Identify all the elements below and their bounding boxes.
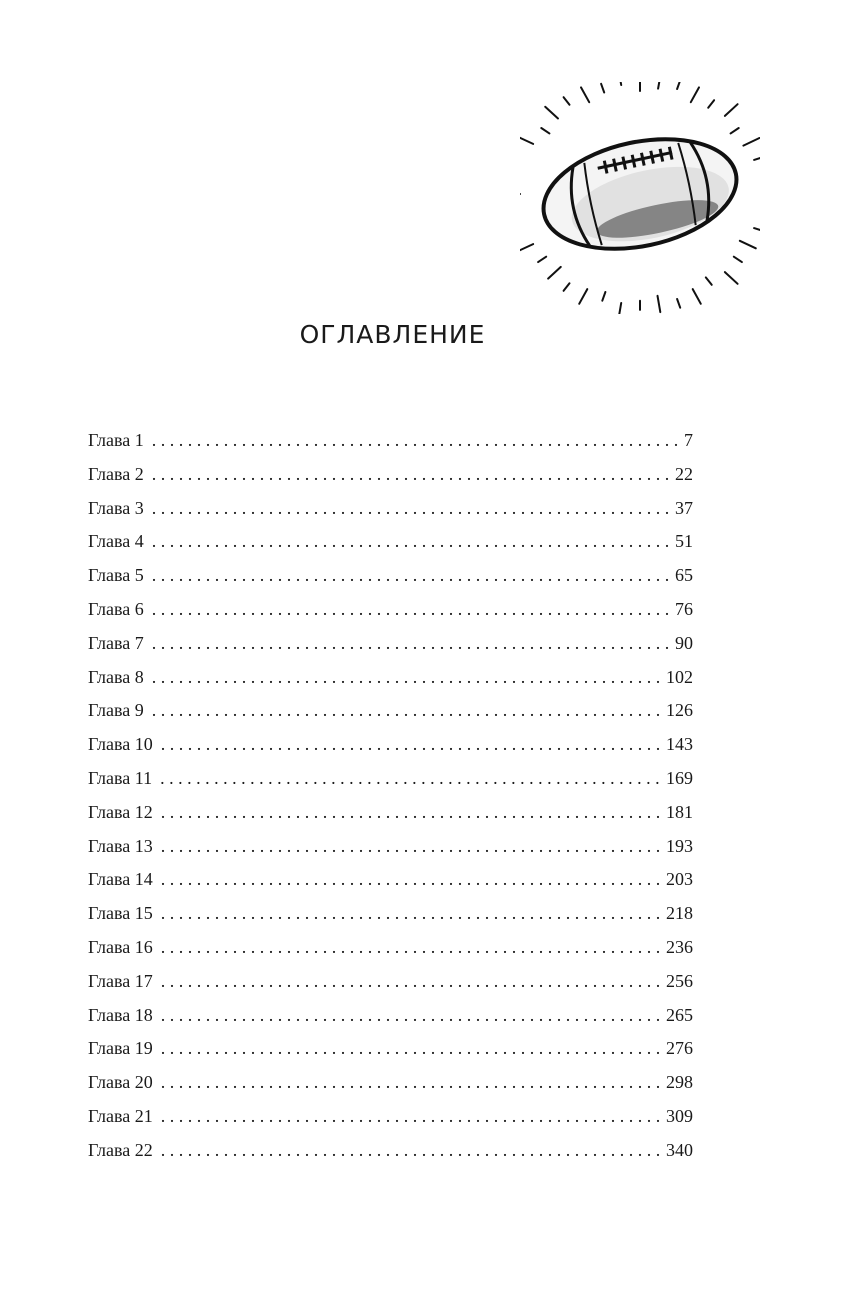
toc-dot-leader (161, 1134, 662, 1168)
toc-dot-leader (152, 661, 662, 695)
toc-chapter-label: Глава 9 (88, 700, 144, 721)
toc-page-number: 193 (666, 835, 693, 856)
toc-page-number: 340 (666, 1139, 693, 1160)
toc-chapter-label: Глава 16 (88, 936, 153, 957)
toc-dot-leader (161, 931, 662, 965)
toc-page-number: 236 (666, 936, 693, 957)
toc-chapter-label: Глава 8 (88, 666, 144, 687)
toc-entry (88, 830, 693, 864)
toc-chapter-label: Глава 14 (88, 869, 153, 890)
toc-page-number: 76 (675, 598, 693, 619)
toc-page-number: 102 (666, 666, 693, 687)
toc-page-number: 90 (675, 632, 693, 653)
toc-dot-leader (161, 830, 662, 864)
toc-page-number: 126 (666, 700, 693, 721)
page-title: ОГЛАВЛЕНИЕ (299, 320, 486, 349)
toc-dot-leader (161, 897, 662, 931)
toc-entry (88, 931, 693, 965)
toc-dot-leader (152, 627, 671, 661)
toc-entry (88, 796, 693, 830)
toc-entry (88, 1032, 693, 1066)
toc-chapter-label: Глава 19 (88, 1038, 153, 1059)
toc-page-number: 37 (675, 497, 693, 518)
toc-page-number: 218 (666, 903, 693, 924)
toc-chapter-label: Глава 5 (88, 565, 144, 586)
toc-dot-leader (161, 796, 662, 830)
toc-entry (88, 593, 693, 627)
toc-entry (88, 525, 693, 559)
toc-chapter-label: Глава 11 (88, 767, 153, 788)
toc-chapter-label: Глава 15 (88, 903, 153, 924)
toc-chapter-label: Глава 3 (88, 497, 144, 518)
toc-chapter-label: Глава 1 (88, 430, 144, 450)
toc-dot-leader (152, 492, 671, 526)
toc-chapter-label: Глава 21 (88, 1105, 153, 1126)
toc-entry (88, 863, 693, 897)
toc-page-number: 65 (675, 565, 693, 586)
toc-chapter-label: Глава 20 (88, 1072, 153, 1093)
toc-entry (88, 762, 693, 796)
toc-entry (88, 661, 693, 695)
toc-page-number: 143 (666, 734, 693, 755)
toc-page-number: 22 (675, 463, 693, 484)
toc-chapter-label: Глава 12 (88, 801, 153, 822)
toc-dot-leader (152, 525, 671, 559)
toc-page-number: 7 (684, 430, 693, 450)
toc-entry (88, 424, 693, 458)
toc-page-number: 181 (666, 801, 693, 822)
toc-page-number: 298 (666, 1072, 693, 1093)
toc-dot-leader (161, 728, 662, 762)
toc-page-number: 256 (666, 970, 693, 991)
toc-dot-leader (161, 1100, 662, 1134)
toc-chapter-label: Глава 18 (88, 1004, 153, 1025)
toc-dot-leader (152, 694, 662, 728)
toc-chapter-label: Глава 7 (88, 632, 144, 653)
toc-page-number: 203 (666, 869, 693, 890)
toc-chapter-label: Глава 2 (88, 463, 144, 484)
toc-dot-leader (160, 762, 662, 796)
toc-entry (88, 1066, 693, 1100)
toc-chapter-label: Глава 4 (88, 531, 144, 552)
toc-entry (88, 965, 693, 999)
toc-chapter-label: Глава 22 (88, 1139, 153, 1160)
toc-dot-leader (152, 559, 671, 593)
toc-dot-leader (161, 999, 662, 1033)
toc-entry (88, 627, 693, 661)
toc-dot-leader (152, 424, 680, 458)
toc-page-number: 169 (666, 767, 693, 788)
toc-entry (88, 1100, 693, 1134)
toc-entry (88, 559, 693, 593)
toc-page-number: 309 (666, 1105, 693, 1126)
toc-entry (88, 458, 693, 492)
toc-entry (88, 999, 693, 1033)
toc-page-number: 276 (666, 1038, 693, 1059)
toc-chapter-label: Глава 6 (88, 598, 144, 619)
toc-dot-leader (152, 593, 671, 627)
toc-entry (88, 694, 693, 728)
toc-dot-leader (152, 458, 671, 492)
table-of-contents (88, 424, 693, 1168)
toc-entry (88, 897, 693, 931)
toc-page-number: 265 (666, 1004, 693, 1025)
football-icon (520, 82, 760, 314)
toc-dot-leader (161, 1032, 662, 1066)
toc-entry (88, 728, 693, 762)
toc-chapter-label: Глава 17 (88, 970, 153, 991)
toc-dot-leader (161, 863, 662, 897)
toc-chapter-label: Глава 10 (88, 734, 153, 755)
toc-entry (88, 1134, 693, 1168)
toc-dot-leader (161, 1066, 662, 1100)
toc-entry (88, 492, 693, 526)
toc-dot-leader (161, 965, 662, 999)
toc-page-number: 51 (675, 531, 693, 552)
toc-chapter-label: Глава 13 (88, 835, 153, 856)
